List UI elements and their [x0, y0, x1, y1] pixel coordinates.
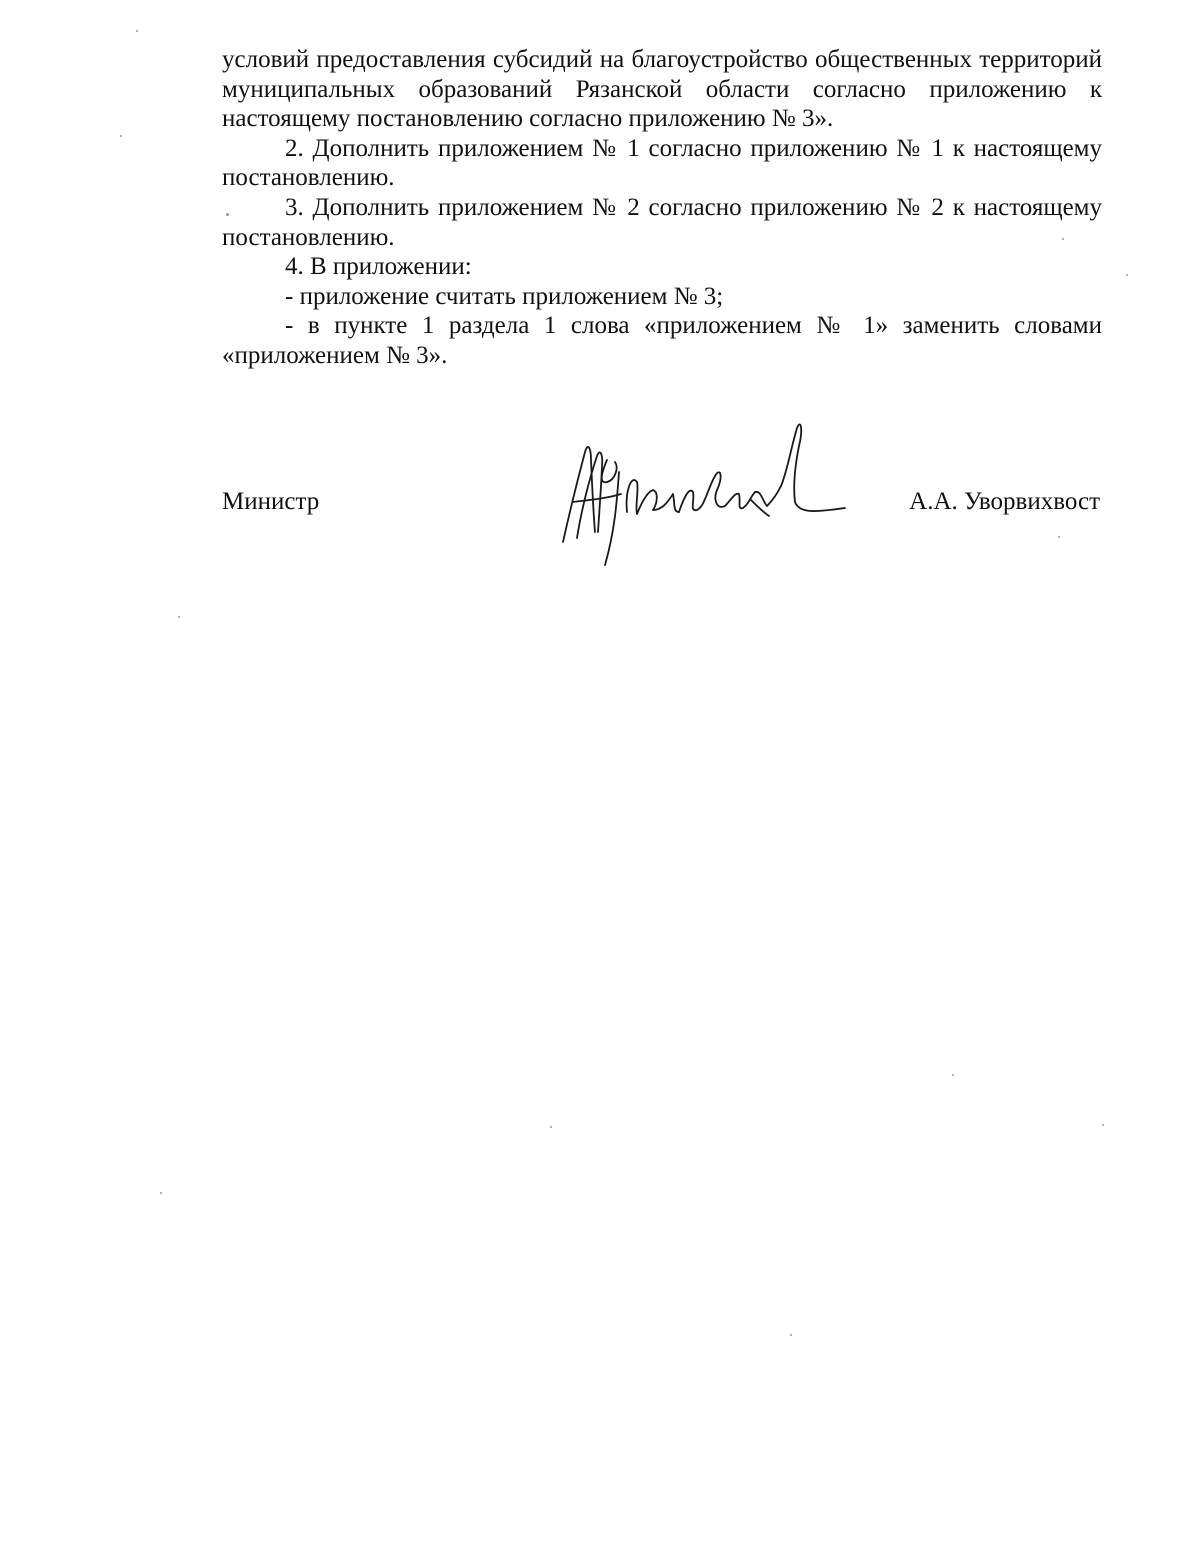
scan-speck: [1102, 1124, 1104, 1126]
scan-speck: [1058, 536, 1060, 538]
scan-speck: [120, 135, 122, 137]
scan-speck: [178, 616, 180, 618]
scan-speck: [160, 1192, 162, 1194]
paragraph-continuation: условий предоставления субсидий на благоустройство общественных территорий муниципальных образований Рязанской области согласно приложению к настоящему постановлению согласно приложению № 3».: [222, 46, 1102, 133]
scan-speck: [1062, 238, 1064, 240]
paragraph-item-4: 4. В приложении:: [285, 253, 472, 281]
signatory-title: Министр: [222, 488, 320, 515]
paragraph-item-3: 3. Дополнить приложением № 2 согласно приложению № 2 к настоящему постановлению.: [222, 193, 1102, 251]
document-body: [222, 45, 1102, 371]
scan-speck: [952, 1074, 954, 1076]
paragraph-subitem-1: - приложение считать приложением № 3;: [285, 282, 724, 310]
scan-speck: [226, 213, 229, 216]
signatory-name: А.А. Уворвихвост: [909, 488, 1100, 515]
scan-speck: [550, 1126, 552, 1128]
paragraph-subitem-2: - в пункте 1 раздела 1 слова «приложением № 1» заменить словами «приложением № 3».: [222, 312, 1102, 369]
scan-speck: [136, 30, 138, 32]
handwritten-signature: [555, 420, 855, 572]
paragraph-item-2: 2. Дополнить приложением № 1 согласно приложению № 1 к настоящему постановлению.: [222, 134, 1102, 192]
scan-speck: [1126, 274, 1128, 276]
scan-speck: [790, 1334, 792, 1336]
